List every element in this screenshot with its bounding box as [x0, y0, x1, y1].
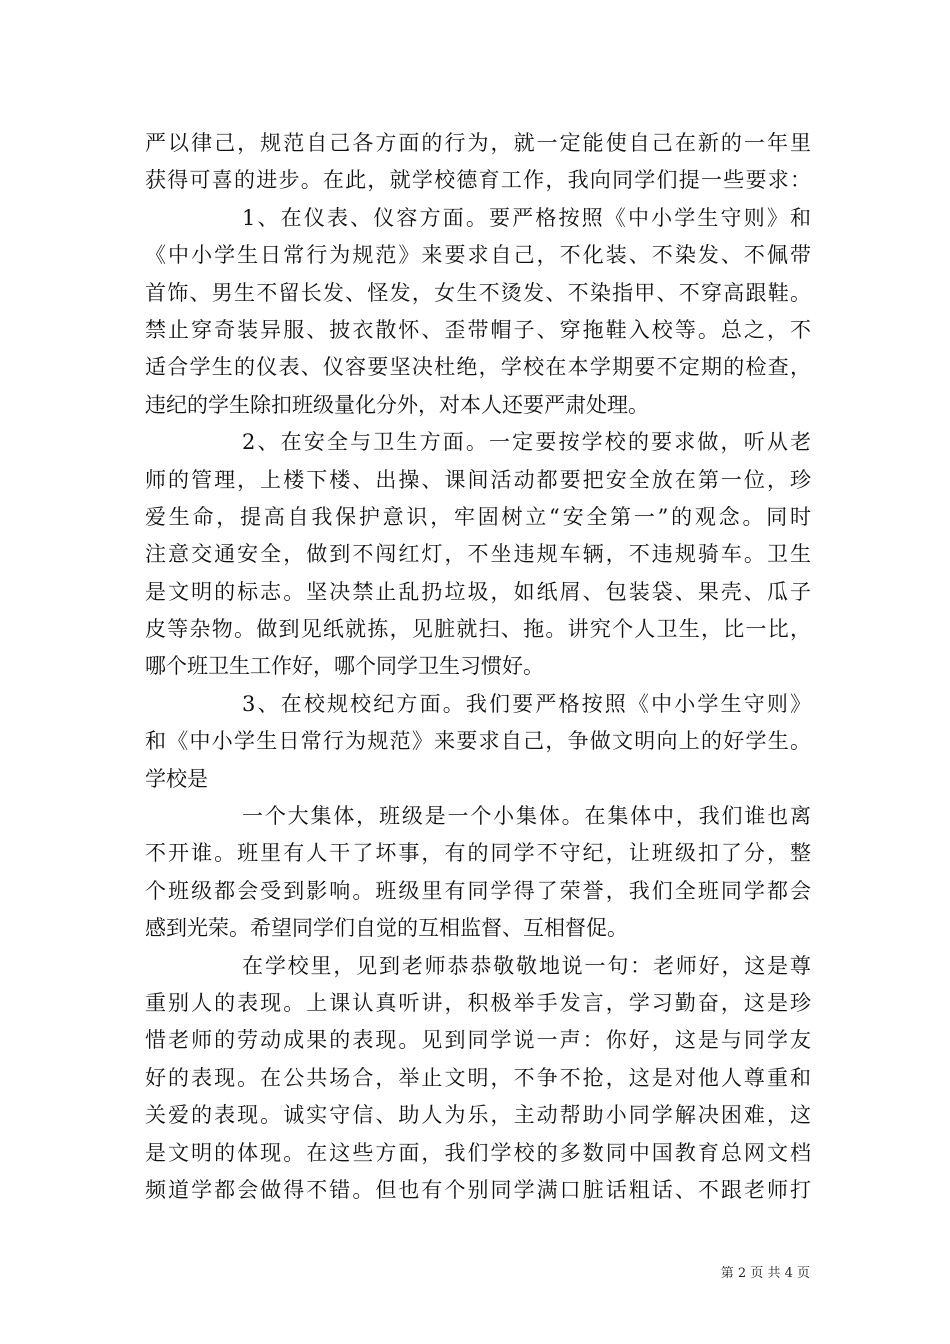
paragraph-end-line: 学校是: [145, 766, 208, 791]
text-line: 重别人的表现。上课认真听讲，积极举手发言，学习勤奋，这是珍: [145, 990, 811, 1015]
text-line: 不开谁。班里有人干了坏事，有的同学不守纪，让班级扣了分，整: [145, 841, 811, 866]
text-line: 注意交通安全，做到不闯红灯，不坐违规车辆，不违规骑车。卫生: [145, 542, 811, 567]
text-line: 《中小学生日常行为规范》来要求自己，不化装、不染发、不佩带: [145, 243, 811, 268]
paragraph-start-line: 3、在校规校纪方面。我们要严格按照《中小学生守则》: [242, 691, 811, 716]
text-line: 和《中小学生日常行为规范》来要求自己，争做文明向上的好学生。: [145, 729, 811, 754]
paragraph-start-line: 一个大集体，班级是一个小集体。在集体中，我们谁也离: [242, 804, 811, 829]
paragraph-end-line: 哪个班卫生工作好，哪个同学卫生习惯好。: [145, 654, 544, 679]
page-number: 第 2 页 共 4 页: [720, 1266, 810, 1281]
paragraph-start-line: 在学校里，见到老师恭恭敬敬地说一句：老师好，这是尊: [242, 953, 811, 978]
text-line: 获得可喜的进步。在此，就学校德育工作，我向同学们提一些要求：: [145, 168, 811, 193]
text-line: 皮等杂物。做到见纸就拣，见脏就扫、拖。讲究个人卫生，比一比，: [145, 617, 811, 642]
text-line: 是文明的体现。在这些方面，我们学校的多数同中国教育总网文档: [145, 1140, 811, 1165]
text-line: 爱生命，提高自我保护意识，牢固树立“安全第一”的观念。同时: [145, 504, 811, 529]
text-line: 严以律己，规范自己各方面的行为，就一定能使自己在新的一年里: [145, 131, 811, 155]
text-line: 关爱的表现。诚实守信、助人为乐，主动帮助小同学解决困难，这: [145, 1103, 811, 1128]
paragraph-end-line: 感到光荣。希望同学们自觉的互相监督、互相督促。: [145, 916, 628, 941]
text-line: 好的表现。在公共场合，举止文明，不争不抢，这是对他人尊重和: [145, 1065, 811, 1090]
text-line: 频道学都会做得不错。但也有个别同学满口脏话粗话、不跟老师打: [145, 1177, 811, 1202]
text-line: 是文明的标志。坚决禁止乱扔垃圾，如纸屑、包装袋、果壳、瓜子: [145, 579, 811, 604]
text-line: 师的管理，上楼下楼、出操、课间活动都要把安全放在第一位，珍: [145, 467, 811, 492]
paragraph-start-line: 2、在安全与卫生方面。一定要按学校的要求做，听从老: [242, 430, 811, 455]
paragraph-start-line: 1、在仪表、仪容方面。要严格按照《中小学生守则》和: [242, 205, 811, 230]
text-line: 惜老师的劳动成果的表现。见到同学说一声：你好，这是与同学友: [145, 1028, 811, 1053]
body-text: [145, 125, 811, 1209]
paragraph-end-line: 违纪的学生除扣班级量化分外，对本人还要严肃处理。: [145, 392, 649, 417]
text-line: 适合学生的仪表、仪容要坚决杜绝，学校在本学期要不定期的检查，: [145, 355, 811, 380]
text-line: 个班级都会受到影响。班级里有同学得了荣誉，我们全班同学都会: [145, 878, 811, 903]
text-line: 禁止穿奇装异服、披衣散怀、歪带帽子、穿拖鞋入校等。总之，不: [145, 317, 811, 342]
text-line: 首饰、男生不留长发、怪发，女生不烫发、不染指甲、不穿高跟鞋。: [145, 280, 811, 305]
